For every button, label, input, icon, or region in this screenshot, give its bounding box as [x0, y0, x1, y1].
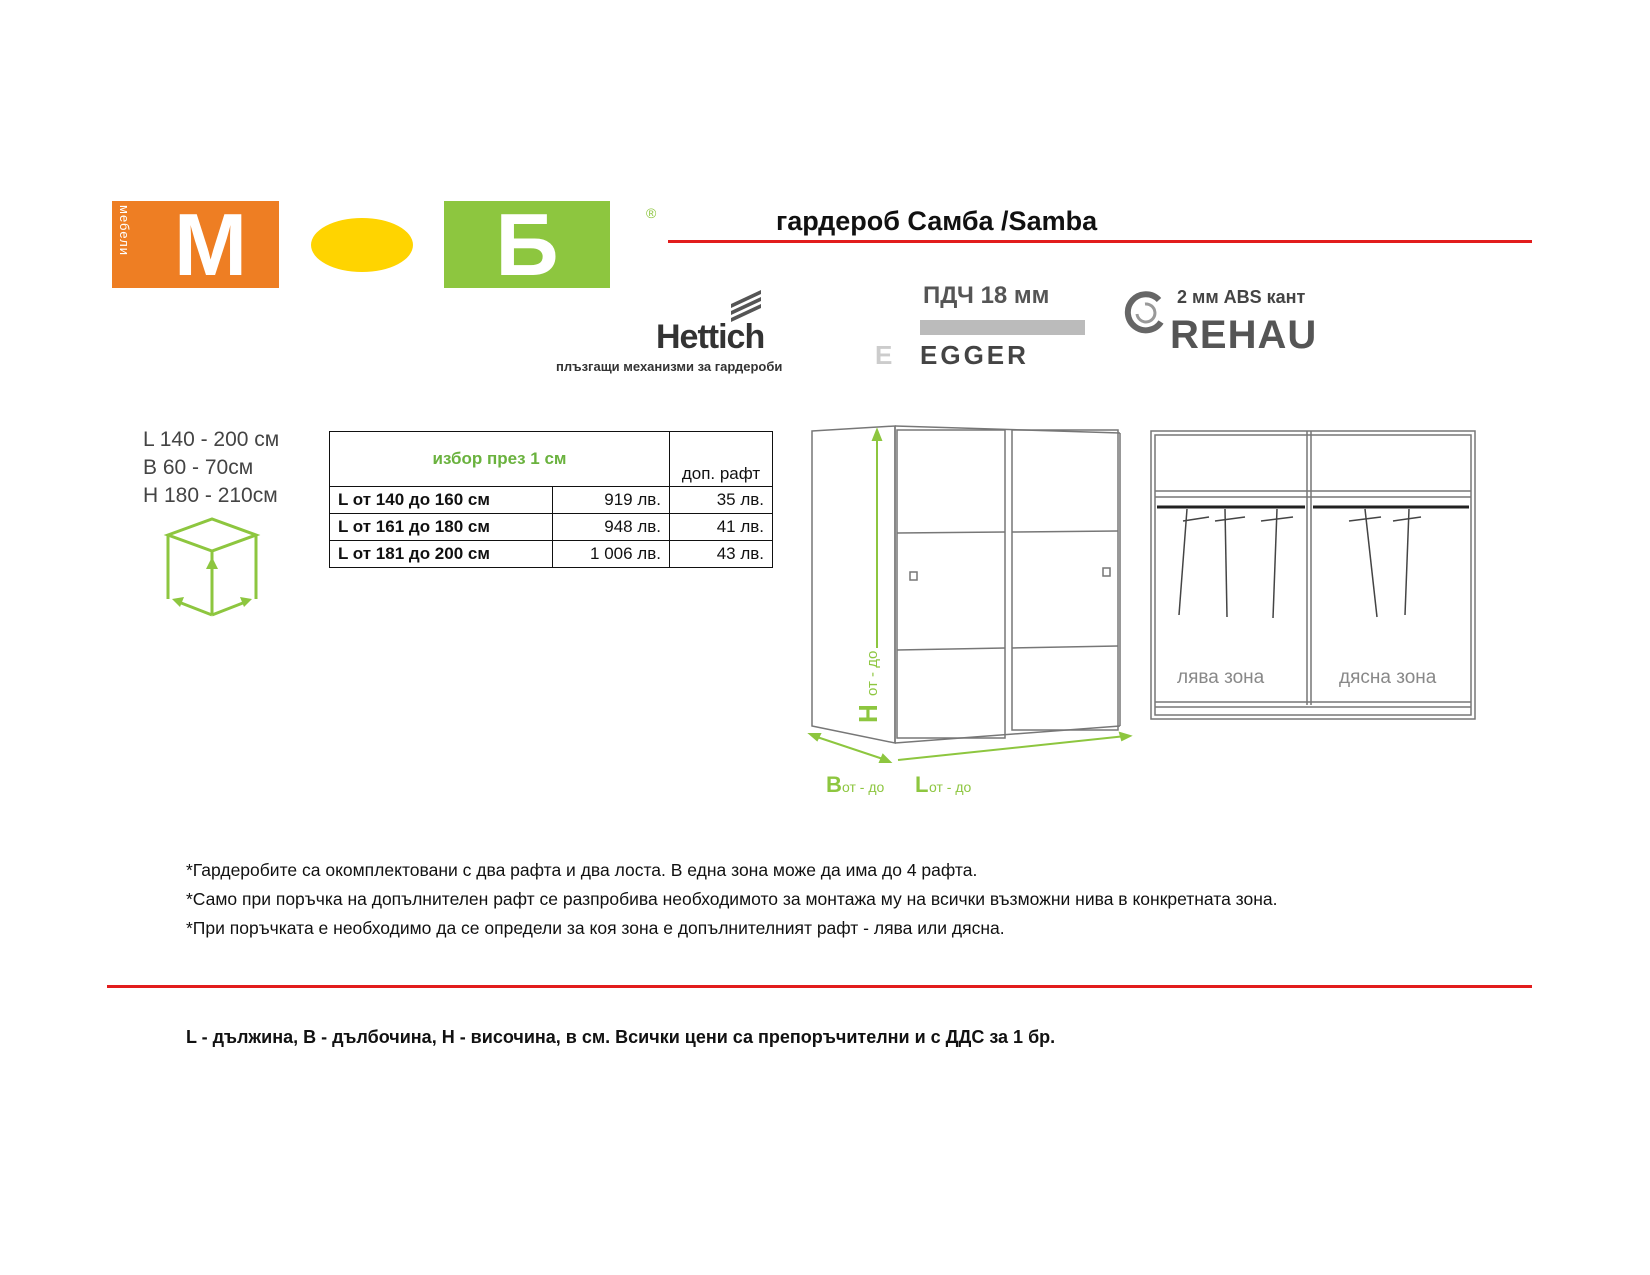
note-item: *При поръчката е необходимо да се определи за коя зона е допълнителният рафт - лява или дясна. — [186, 918, 1005, 938]
table-header-row — [330, 432, 773, 487]
hettich-subtitle: плъзгащи механизми за гардероби — [556, 359, 783, 374]
egger-e-mark: E — [875, 340, 893, 370]
dimension-height: H 180 - 210см — [143, 484, 278, 507]
row-price: 948 лв. — [553, 514, 670, 541]
cube-dimensions-icon — [160, 515, 270, 625]
price-table — [329, 431, 773, 568]
depth-range: от - до — [842, 779, 885, 795]
notes-block — [186, 856, 1278, 943]
logo-side-text: мебели — [117, 205, 132, 256]
right-zone-label: дясна зона — [1339, 667, 1437, 688]
height-label: H — [853, 704, 883, 723]
wardrobe-exterior-drawing — [800, 418, 1140, 803]
logo-letter-o — [279, 201, 444, 288]
row-price: 1 006 лв. — [553, 541, 670, 568]
logo-letter-b: Б — [444, 201, 610, 288]
row-price: 919 лв. — [553, 487, 670, 514]
logo-o-ring: О — [297, 204, 427, 286]
dimension-depth: B 60 - 70см — [143, 456, 254, 479]
hettich-logo: Hettich — [656, 318, 765, 356]
table-header-extra-shelf: доп. рафт — [670, 432, 773, 487]
rehau-logo: REHAU — [1170, 313, 1318, 357]
rehau-swirl-icon — [1123, 290, 1167, 334]
row-range: L от 181 до 200 см — [330, 541, 553, 568]
left-zone-label: лява зона — [1177, 667, 1265, 688]
depth-label: B — [826, 772, 842, 797]
mob-logo — [112, 194, 641, 294]
table-row — [330, 514, 773, 541]
footer-divider — [107, 985, 1532, 988]
row-extra-shelf: 35 лв. — [670, 487, 773, 514]
height-range: от - до — [864, 650, 881, 696]
logo-letter-m: М — [142, 201, 279, 288]
title-divider — [668, 240, 1532, 243]
board-spec: ПДЧ 18 мм — [923, 282, 1050, 309]
page-title: гардероб Самба /Samba — [776, 206, 1098, 236]
note-item: *Гардеробите са окомплектовани с два рафта и два лоста. В една зона може да има до 4 рафта. — [186, 860, 978, 880]
egger-logo: EGGER — [920, 340, 1029, 370]
footer-legend: L - дължина, B - дълбочина, H - височина, в см. Всички цени са препоръчителни и с ДДС за 1 бр. — [186, 1027, 1056, 1047]
row-extra-shelf: 43 лв. — [670, 541, 773, 568]
table-row — [330, 487, 773, 514]
note-item: *Само при поръчка на допълнителен рафт се разпробива необходимото за монтажа му на всички възможни нива в конкретната зона. — [186, 889, 1278, 909]
wardrobe-interior-drawing — [1145, 425, 1485, 725]
egger-bar — [920, 320, 1085, 335]
dimension-length: L 140 - 200 см — [143, 428, 280, 451]
row-range: L от 140 до 160 см — [330, 487, 553, 514]
edge-spec: 2 мм ABS кант — [1177, 287, 1306, 307]
length-label: L — [915, 772, 929, 797]
logo-side-strip — [112, 201, 142, 288]
table-header-selection: избор през 1 см — [330, 432, 670, 487]
registered-mark: ® — [646, 205, 657, 221]
row-extra-shelf: 41 лв. — [670, 514, 773, 541]
row-range: L от 161 до 180 см — [330, 514, 553, 541]
table-row — [330, 541, 773, 568]
length-range: от - до — [929, 779, 972, 795]
dimensions-block — [143, 426, 279, 510]
